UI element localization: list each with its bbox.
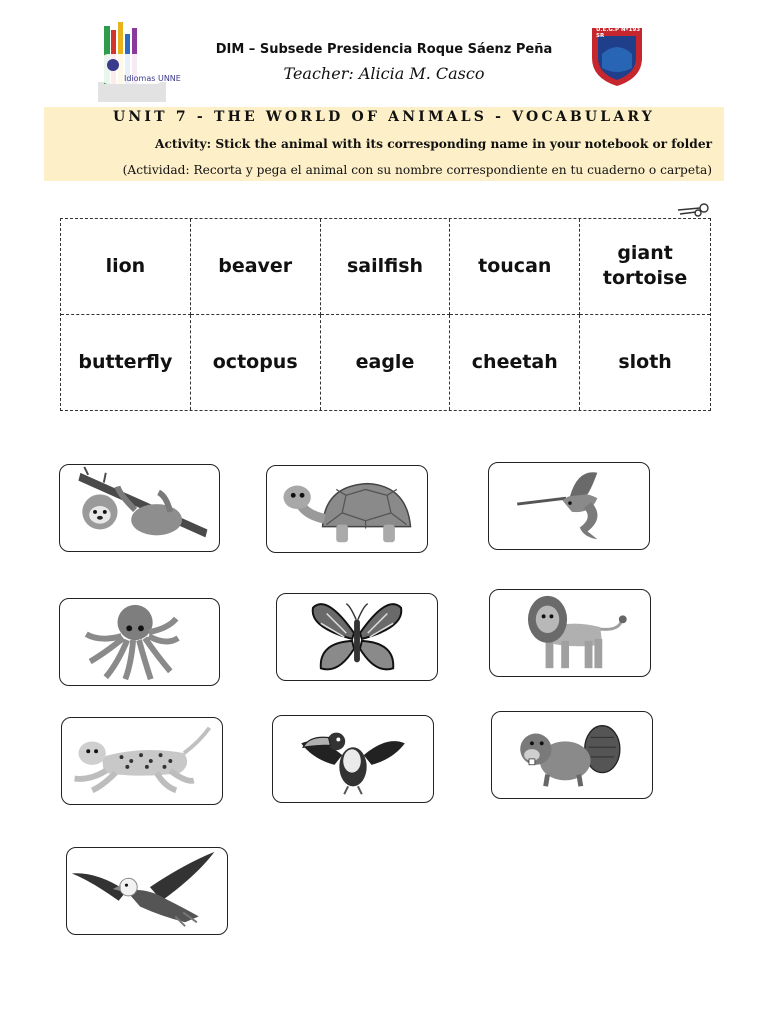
picture-card-sailfish[interactable]	[488, 462, 650, 550]
vocab-word[interactable]: beaver	[191, 219, 321, 315]
vocab-word[interactable]: octopus	[191, 315, 321, 411]
lion-icon	[490, 590, 650, 676]
cheetah-icon	[62, 718, 222, 804]
picture-card-butterfly[interactable]	[276, 593, 438, 681]
vocab-word[interactable]: lion	[61, 219, 191, 315]
beaver-icon	[492, 712, 652, 798]
logo-left-caption: Idiomas UNNE	[124, 74, 181, 83]
vocab-word[interactable]: toucan	[450, 219, 580, 315]
idiomas-unne-logo	[96, 20, 168, 105]
tortoise-icon	[267, 466, 427, 552]
logo-right-caption: U.E.G.P Nº193 SR	[596, 27, 641, 39]
school-name: DIM – Subsede Presidencia Roque Sáenz Peña	[215, 42, 553, 57]
activity-instruction-english: Activity: Stick the animal with its corresponding name in your notebook or folder	[155, 137, 712, 151]
vocab-word[interactable]: cheetah	[450, 315, 580, 411]
toucan-icon	[273, 716, 433, 802]
vocab-word[interactable]: butterfly	[61, 315, 191, 411]
unit-title: UNIT 7 - THE WORLD OF ANIMALS - VOCABULARY	[113, 109, 655, 125]
teacher-name: Teacher: Alicia M. Casco	[283, 64, 485, 83]
scissors-icon	[676, 202, 710, 218]
vocabulary-grid	[60, 218, 711, 411]
sloth-icon	[60, 465, 219, 551]
activity-instruction-spanish: (Actividad: Recorta y pega el animal con su nombre correspondiente en tu cuaderno o carpeta)	[122, 163, 712, 177]
picture-card-beaver[interactable]	[491, 711, 653, 799]
vocab-word[interactable]: eagle	[321, 315, 451, 411]
sailfish-icon	[489, 463, 649, 549]
picture-card-cheetah[interactable]	[61, 717, 223, 805]
vocab-word[interactable]: sloth	[618, 350, 672, 373]
school-shield-logo	[588, 24, 646, 88]
picture-card-toucan[interactable]	[272, 715, 434, 803]
eagle-icon	[67, 848, 227, 934]
butterfly-icon	[277, 594, 437, 680]
picture-card-octopus[interactable]	[59, 598, 220, 686]
picture-card-eagle[interactable]	[66, 847, 228, 935]
picture-card-lion[interactable]	[489, 589, 651, 677]
vocab-word[interactable]: sailfish	[321, 219, 451, 315]
vocab-word[interactable]: giant tortoise	[580, 219, 710, 315]
picture-card-tortoise[interactable]	[266, 465, 428, 553]
octopus-icon	[60, 599, 219, 685]
picture-card-sloth[interactable]	[59, 464, 220, 552]
